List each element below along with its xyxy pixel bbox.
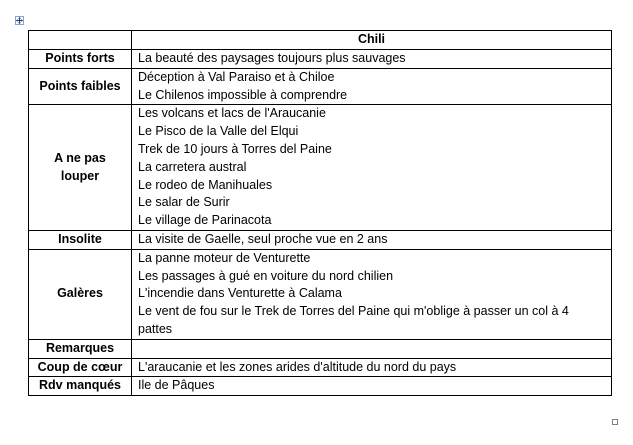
table-resize-handle-icon[interactable] [612, 419, 618, 425]
table-row [29, 105, 612, 231]
row-content [132, 105, 612, 231]
content-line: L'incendie dans Venturette à Calama [138, 286, 342, 301]
content-line: La beauté des paysages toujours plus sauvages [138, 51, 406, 65]
content-line: Le rodeo de Manihuales [138, 177, 273, 192]
table-move-handle-icon[interactable] [15, 16, 24, 25]
row-label: Galères [29, 249, 132, 339]
content-line: Le vent de fou sur le Trek de Torres del Paine qui m'oblige à passer un col à 4 pattes [138, 304, 569, 336]
content-line: Déception à Val Paraiso et à Chiloe [138, 69, 335, 84]
content-line: Le village de Parinacota [138, 213, 272, 228]
row-content [132, 68, 612, 105]
content-line: La visite de Gaelle, seul proche vue en 2 ans [138, 231, 388, 246]
content-line: Les passages à gué en voiture du nord chilien [138, 268, 394, 283]
row-content [132, 230, 612, 249]
content-line: Trek de 10 jours à Torres del Paine [138, 141, 332, 156]
row-content [132, 358, 612, 377]
row-label: Points forts [29, 50, 132, 69]
row-label: Remarques [29, 339, 132, 358]
four-arrows-icon [16, 17, 23, 24]
table-row [29, 339, 612, 358]
summary-table [28, 30, 612, 396]
content-line: Ile de Pâques [138, 378, 215, 393]
content-line: Le Chilenos impossible à comprendre [138, 87, 348, 102]
content-line: La carretera austral [138, 159, 247, 174]
row-label: A ne pas louper [29, 105, 132, 231]
row-content [132, 339, 612, 358]
table-header-row [29, 31, 612, 50]
table-row [29, 249, 612, 339]
row-label: Rdv manqués [29, 377, 132, 396]
content-line: Le salar de Surir [138, 195, 230, 210]
table-row [29, 377, 612, 396]
row-content [132, 249, 612, 339]
table-row [29, 230, 612, 249]
row-content [132, 377, 612, 396]
content-line: L'araucanie et les zones arides d'altitude du nord du pays [138, 359, 457, 374]
content-line: Les volcans et lacs de l'Araucanie [138, 106, 326, 121]
header-country-cell: Chili [132, 31, 612, 50]
table-row [29, 68, 612, 105]
header-empty-cell [29, 31, 132, 50]
row-label: Insolite [29, 230, 132, 249]
row-content [132, 50, 612, 69]
row-label: Coup de cœur [29, 358, 132, 377]
table-row [29, 358, 612, 377]
row-label: Points faibles [29, 68, 132, 105]
content-line: La panne moteur de Venturette [138, 250, 311, 265]
table-row [29, 50, 612, 69]
content-line: Le Pisco de la Valle del Elqui [138, 124, 299, 139]
